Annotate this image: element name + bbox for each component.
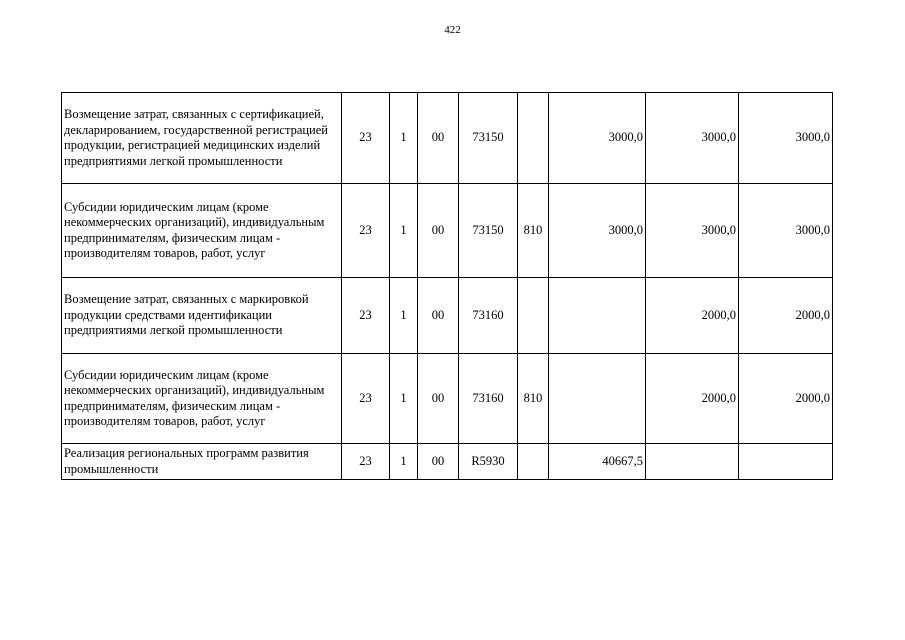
- code-group: 00: [418, 354, 459, 444]
- table-row: [62, 184, 833, 278]
- code-group: 00: [418, 184, 459, 278]
- sum-year-1: [549, 354, 646, 444]
- row-name: Реализация региональных программ развития промышленности: [62, 444, 342, 480]
- code-target: R5930: [459, 444, 518, 480]
- code-target: 73160: [459, 354, 518, 444]
- row-name: Субсидии юридическим лицам (кроме некоммерческих организаций), индивидуальным предпринимателям, физическим лицам - производителям товаров, работ, услуг: [62, 354, 342, 444]
- sum-year-2: 2000,0: [646, 278, 739, 354]
- budget-table: [61, 92, 833, 480]
- code-expense-type: 810: [518, 354, 549, 444]
- code-subsection: 1: [390, 93, 418, 184]
- code-group: 00: [418, 278, 459, 354]
- sum-year-2: 3000,0: [646, 184, 739, 278]
- code-expense-type: [518, 444, 549, 480]
- page-number: 422: [444, 24, 461, 36]
- table-row: [62, 278, 833, 354]
- table-row: [62, 444, 833, 480]
- table-row: [62, 93, 833, 184]
- code-subsection: 1: [390, 354, 418, 444]
- code-section: 23: [342, 354, 390, 444]
- code-target: 73150: [459, 184, 518, 278]
- table-row: [62, 354, 833, 444]
- code-subsection: 1: [390, 444, 418, 480]
- sum-year-1: 3000,0: [549, 93, 646, 184]
- sum-year-3: 3000,0: [739, 93, 833, 184]
- sum-year-1: 40667,5: [549, 444, 646, 480]
- code-expense-type: [518, 278, 549, 354]
- sum-year-1: 3000,0: [549, 184, 646, 278]
- sum-year-2: [646, 444, 739, 480]
- code-target: 73150: [459, 93, 518, 184]
- sum-year-3: 2000,0: [739, 278, 833, 354]
- sum-year-2: 3000,0: [646, 93, 739, 184]
- sum-year-3: [739, 444, 833, 480]
- code-group: 00: [418, 93, 459, 184]
- code-section: 23: [342, 278, 390, 354]
- sum-year-3: 3000,0: [739, 184, 833, 278]
- code-section: 23: [342, 444, 390, 480]
- code-target: 73160: [459, 278, 518, 354]
- row-name: Возмещение затрат, связанных с маркировкой продукции средствами идентификации предприятиями легкой промышленности: [62, 278, 342, 354]
- code-expense-type: 810: [518, 184, 549, 278]
- sum-year-3: 2000,0: [739, 354, 833, 444]
- sum-year-1: [549, 278, 646, 354]
- code-section: 23: [342, 93, 390, 184]
- code-section: 23: [342, 184, 390, 278]
- row-name: Возмещение затрат, связанных с сертификацией, декларированием, государственной регистрацией продукции, регистрацией медицинских изделий предприятиями легкой промышленности: [62, 93, 342, 184]
- code-subsection: 1: [390, 184, 418, 278]
- row-name: Субсидии юридическим лицам (кроме некоммерческих организаций), индивидуальным предпринимателям, физическим лицам - производителям товаров, работ, услуг: [62, 184, 342, 278]
- code-group: 00: [418, 444, 459, 480]
- code-subsection: 1: [390, 278, 418, 354]
- sum-year-2: 2000,0: [646, 354, 739, 444]
- code-expense-type: [518, 93, 549, 184]
